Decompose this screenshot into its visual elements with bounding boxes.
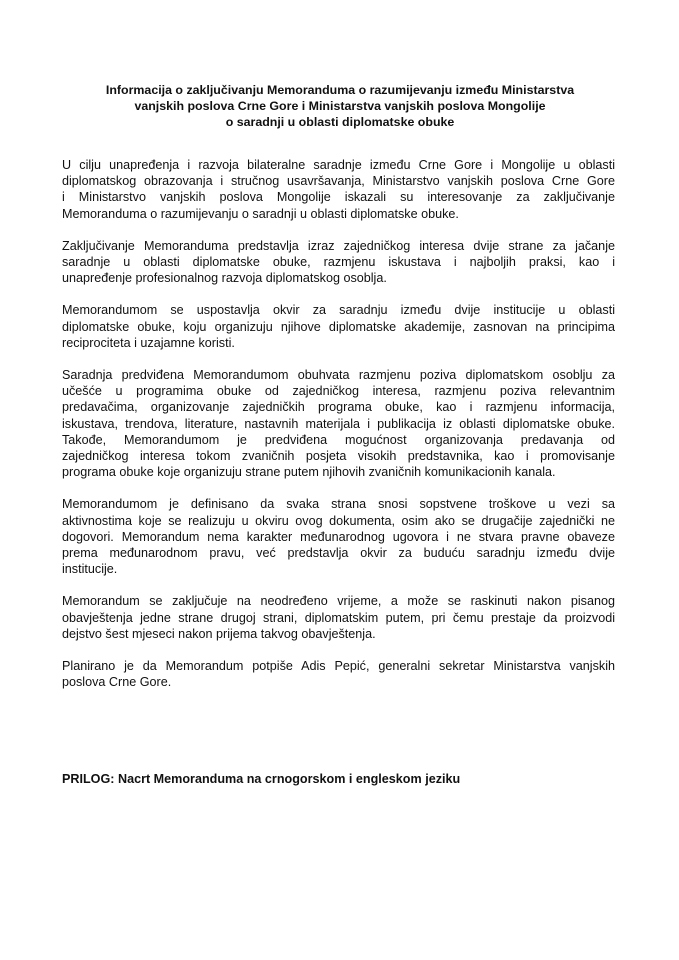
paragraph-line: Saradnja predviđena Memorandumom obuhvata razmjenu poziva diplomatskom osoblju za <box>62 368 615 383</box>
paragraph-line: poslova Crne Gore. <box>62 675 172 690</box>
paragraph-line: Memoranduma o razumijevanju o saradnji u oblasti diplomatske obuke. <box>62 206 459 221</box>
paragraph-line: učešće u programima obuke od zajedničkog interesa, razmjenu poziva relevantnim <box>62 384 615 399</box>
title-line: vanjskih poslova Crne Gore i Ministarstva vanjskih poslova Mongolije <box>134 99 546 113</box>
paragraph-line: i Ministarstvo vanjskih poslova Mongolije iskazali su interesovanje za zaključivanje <box>62 190 615 205</box>
paragraph-line: predavačima, organizovanje zajedničkih programa obuke, kao i razmjenu informacija, <box>62 400 615 415</box>
paragraph-line: Planirano je da Memorandum potpiše Adis Pepić, generalni sekretar Ministarstva vanjskih <box>62 659 615 674</box>
paragraph-line: Zaključivanje Memoranduma predstavlja izraz zajedničkog interesa dvije strane za jačanje <box>62 238 615 253</box>
paragraph-line: Memorandum se zaključuje na neodređeno vrijeme, a može se raskinuti nakon pisanog <box>62 594 615 609</box>
paragraph-line: Memorandumom se uspostavlja okvir za saradnju između dvije institucije u oblasti <box>62 303 615 318</box>
paragraph-line: aktivnostima koje se realizuju u okviru ovog dokumenta, osim ako se drugačije zajednički ne <box>62 513 615 528</box>
paragraph-line: saradnje u oblasti diplomatske obuke, razmjenu iskustava i najboljih praksi, kao i <box>62 255 615 270</box>
title-line: Informacija o zaključivanju Memoranduma o razumijevanju između Ministarstva <box>105 83 575 97</box>
paragraph-line: reciprociteta i uzajamne koristi. <box>62 335 235 350</box>
paragraph-line: diplomatskog obrazovanja i stručnog usavršavanja, Ministarstvo vanjskih poslova Crne Gore <box>62 174 615 189</box>
paragraph-line: institucije. <box>62 562 118 577</box>
paragraph-line: unapređenje profesionalnog razvoja diplomatskog osoblja. <box>62 271 387 286</box>
paragraph-line: obavještenja jedne strane drugoj strani, diplomatskim putem, pri čemu prestaje da proizvodi <box>62 610 615 625</box>
paragraph-line: dogovori. Memorandum nema karakter međunarodnog ugovora i ne stvara pravne obaveze <box>62 529 615 544</box>
paragraph-framework <box>62 302 615 351</box>
paragraph-cooperation <box>62 367 615 480</box>
paragraph-line: prema međunarodnom pravu, već predstavlja okvir za buduću saradnju između dvije <box>62 546 615 561</box>
paragraph-costs <box>62 496 615 577</box>
document-title <box>70 82 610 130</box>
document-body <box>62 157 615 706</box>
paragraph-purpose <box>62 157 615 222</box>
paragraph-line: diplomatske obuke, koju organizuju njihove diplomatske akademije, zasnovan na principima <box>62 319 615 334</box>
paragraph-line: Takođe, Memorandumom je predviđena mogućnost organizovanja predavanja od <box>62 432 615 447</box>
title-line: o saradnji u oblasti diplomatske obuke <box>225 115 455 129</box>
paragraph-line: programa obuke koje organizuju strane putem njihovih zvaničnih komunikacionih kanala. <box>62 465 556 480</box>
paragraph-duration <box>62 593 615 642</box>
paragraph-line: zajedničkog interesa tokom zvaničnih posjeta visokih predstavnika, kao i promovisanje <box>62 449 615 464</box>
paragraph-line: Memorandumom je definisano da svaka strana snosi sopstvene troškove u vezi sa <box>62 497 615 512</box>
paragraph-interest <box>62 238 615 287</box>
paragraph-signatory <box>62 658 615 690</box>
attachment-note: PRILOG: Nacrt Memoranduma na crnogorskom i engleskom jeziku <box>62 772 461 786</box>
paragraph-line: U cilju unapređenja i razvoja bilateralne saradnje između Crne Gore i Mongolije u oblasti <box>62 158 615 172</box>
paragraph-line: iskustava, trendova, literature, nastavnih materijala i publikacija iz oblasti diplomatske obuke. <box>62 416 615 431</box>
paragraph-line: dejstvo šest mjeseci nakon prijema takvog obavještenja. <box>62 626 376 641</box>
